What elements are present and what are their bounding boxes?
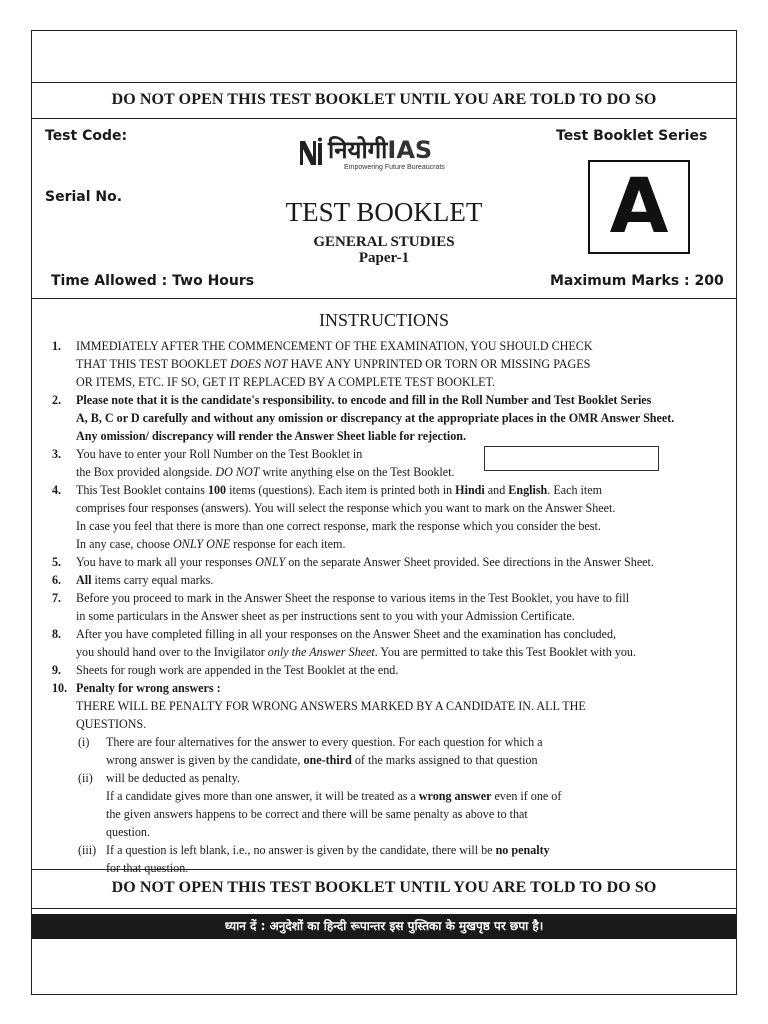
instruction-line: the given answers happens to be correct and there will be same penalty as above to that	[106, 807, 528, 821]
instruction-7	[52, 589, 722, 625]
instruction-line: Please note that it is the candidate's responsibility. to encode and fill in the Roll Number and Test Booklet Series	[76, 393, 652, 407]
instruction-line: in some particulars in the Answer sheet as per instructions sent to you with your Admission Certificate.	[76, 609, 575, 623]
instruction-line	[76, 553, 722, 571]
text-run: If a candidate gives more than one answer, it will be treated as a	[106, 789, 419, 803]
instruction-line: Any omission/ discrepancy will render the Answer Sheet liable for rejection.	[76, 429, 467, 443]
instruction-line: Sheets for rough work are appended in the Test Booklet at the end.	[76, 663, 399, 677]
instructions-title: INSTRUCTIONS	[318, 310, 449, 330]
text-run: even if one of	[491, 789, 562, 803]
maximum-marks: Maximum Marks : 200	[550, 273, 724, 289]
instruction-line: will be deducted as penalty.	[106, 771, 240, 785]
text-run: on the separate Answer Sheet provided. See directions in the Answer Sheet.	[285, 555, 654, 569]
instruction-line	[76, 571, 722, 589]
instruction-10	[52, 679, 722, 733]
series-label: Test Booklet Series	[556, 128, 708, 144]
instruction-number: 3.	[52, 447, 62, 461]
text-run-bold: English	[508, 483, 548, 497]
instruction-number: 5.	[52, 555, 62, 569]
text-run: response for each item.	[230, 537, 346, 551]
instruction-8	[52, 625, 722, 661]
text-run-italic: only the Answer Sheet	[267, 645, 375, 659]
hindi-note-bar	[31, 914, 737, 939]
time-allowed: Time Allowed : Two Hours	[51, 273, 255, 289]
niyogi-logo-icon	[298, 137, 324, 169]
text-run: wrong answer is given by the candidate,	[106, 753, 304, 767]
text-run-italic: DOES NOT	[230, 357, 288, 371]
instruction-line: THERE WILL BE PENALTY FOR WRONG ANSWERS MARKED BY A CANDIDATE IN. ALL THE	[76, 699, 586, 713]
instruction-line	[76, 535, 722, 553]
instruction-line: question.	[106, 825, 151, 839]
divider-instructions	[31, 298, 737, 299]
penalty-heading: Penalty for wrong answers :	[76, 681, 221, 695]
instruction-line	[106, 841, 722, 859]
text-run: you should hand over to the Invigilator	[76, 645, 268, 659]
text-run: This Test Booklet contains	[76, 483, 208, 497]
text-run: . You are permitted to take this Test Booklet with you.	[374, 645, 636, 659]
hindi-note: ध्यान दें : अनुदेशों का हिन्दी रूपान्तर इस पुस्तिका के मुखपृष्ठ पर छपा है।	[224, 919, 544, 933]
instruction-line: Before you proceed to mark in the Answer Sheet the response to various items in the Test Booklet, you have to fill	[76, 591, 630, 605]
text-run-italic: ONLY ONE	[173, 537, 231, 551]
instruction-line	[76, 643, 722, 661]
warning-banner-bottom: DO NOT OPEN THIS TEST BOOKLET UNTIL YOU ARE TOLD TO DO SO	[111, 879, 657, 896]
text-run: items carry equal marks.	[91, 573, 214, 587]
instruction-line: You have to enter your Roll Number on the Test Booklet in	[76, 447, 363, 461]
instruction-2	[52, 391, 722, 445]
subitem-number: (i)	[78, 735, 90, 749]
instruction-line: OR ITEMS, ETC. IF SO, GET IT REPLACED BY A COMPLETE TEST BOOKLET.	[76, 375, 496, 389]
instruction-6	[52, 571, 722, 589]
logo-hindi-text: नियोगी	[328, 136, 388, 164]
series-letter: A	[609, 161, 669, 250]
instruction-number: 6.	[52, 573, 62, 587]
instruction-number: 8.	[52, 627, 62, 641]
subject-title: GENERAL STUDIES	[313, 234, 455, 250]
instruction-5	[52, 553, 722, 571]
text-run: write anything else on the Test Booklet.	[259, 465, 455, 479]
text-run-italic: ONLY	[255, 555, 286, 569]
series-letter-box	[588, 160, 690, 254]
logo-tagline: Empowering Future Bureaucrats	[344, 164, 445, 171]
instruction-1	[52, 337, 722, 391]
text-run: and	[484, 483, 509, 497]
instruction-line: There are four alternatives for the answer to every question. For each question for which a	[106, 735, 543, 749]
text-run-bold: All	[76, 573, 92, 587]
text-run-bold: Hindi	[455, 483, 485, 497]
subitem-number: (iii)	[78, 843, 97, 857]
text-run: . Each item	[547, 483, 603, 497]
test-code-label: Test Code:	[45, 128, 128, 144]
text-run-bold: no penalty	[495, 843, 550, 857]
niyogi-ias-logo	[298, 134, 478, 178]
divider-top	[31, 82, 737, 83]
text-run-bold: one-third	[303, 753, 352, 767]
instruction-number: 9.	[52, 663, 62, 677]
instruction-line	[106, 787, 722, 805]
instructions-list	[52, 337, 722, 877]
instruction-number: 1.	[52, 339, 62, 353]
text-run-bold: 100	[207, 483, 227, 497]
instruction-number: 2.	[52, 393, 62, 407]
instruction-4	[52, 481, 722, 553]
instruction-number: 10.	[52, 681, 68, 695]
instruction-number: 4.	[52, 483, 62, 497]
roll-number-box[interactable]	[484, 446, 659, 471]
instruction-line: comprises four responses (answers). You will select the response which you want to mark on the Answer Sheet.	[76, 501, 616, 515]
text-run: the Box provided alongside.	[76, 465, 216, 479]
text-run: items (questions). Each item is printed both in	[226, 483, 456, 497]
penalty-subitem-iii	[52, 841, 722, 877]
warning-banner-top: DO NOT OPEN THIS TEST BOOKLET UNTIL YOU ARE TOLD TO DO SO	[111, 91, 657, 108]
instruction-line: After you have completed filling in all your responses on the Answer Sheet and the examination has concluded,	[76, 627, 617, 641]
instruction-line	[106, 751, 722, 769]
penalty-subitem-i	[52, 733, 722, 769]
text-run: If a question is left blank, i.e., no answer is given by the candidate, there will be	[106, 843, 496, 857]
text-run: In any case, choose	[76, 537, 174, 551]
logo-ias-text: IAS	[387, 136, 433, 164]
instruction-line	[76, 481, 722, 499]
serial-no-label: Serial No.	[45, 189, 123, 205]
divider-header	[31, 118, 737, 119]
booklet-title: TEST BOOKLET	[285, 197, 483, 227]
text-run: You have to mark all your responses	[76, 555, 256, 569]
instruction-line: QUESTIONS.	[76, 717, 147, 731]
text-run-italic: DO NOT	[215, 465, 260, 479]
instruction-number: 7.	[52, 591, 62, 605]
instruction-line: IMMEDIATELY AFTER THE COMMENCEMENT OF THE EXAMINATION, YOU SHOULD CHECK	[76, 339, 593, 353]
text-run-bold: wrong answer	[418, 789, 492, 803]
logo-wordmark	[328, 134, 432, 166]
penalty-subitem-ii	[52, 769, 722, 841]
text-run: HAVE ANY UNPRINTED OR TORN OR MISSING PAGES	[287, 357, 591, 371]
divider-bottom-2	[31, 908, 737, 909]
instruction-9	[52, 661, 722, 679]
text-run: of the marks assigned to that question	[351, 753, 538, 767]
subitem-number: (ii)	[78, 771, 93, 785]
paper-title: Paper-1	[358, 250, 410, 266]
text-run: THAT THIS TEST BOOKLET	[76, 357, 231, 371]
instruction-line	[76, 355, 722, 373]
instruction-line: A, B, C or D carefully and without any omission or discrepancy at the appropriate places in the OMR Answer Sheet.	[76, 411, 675, 425]
instruction-line: for that question.	[106, 861, 189, 875]
instruction-line: In case you feel that there is more than one correct response, mark the response which you consider the best.	[76, 519, 601, 533]
